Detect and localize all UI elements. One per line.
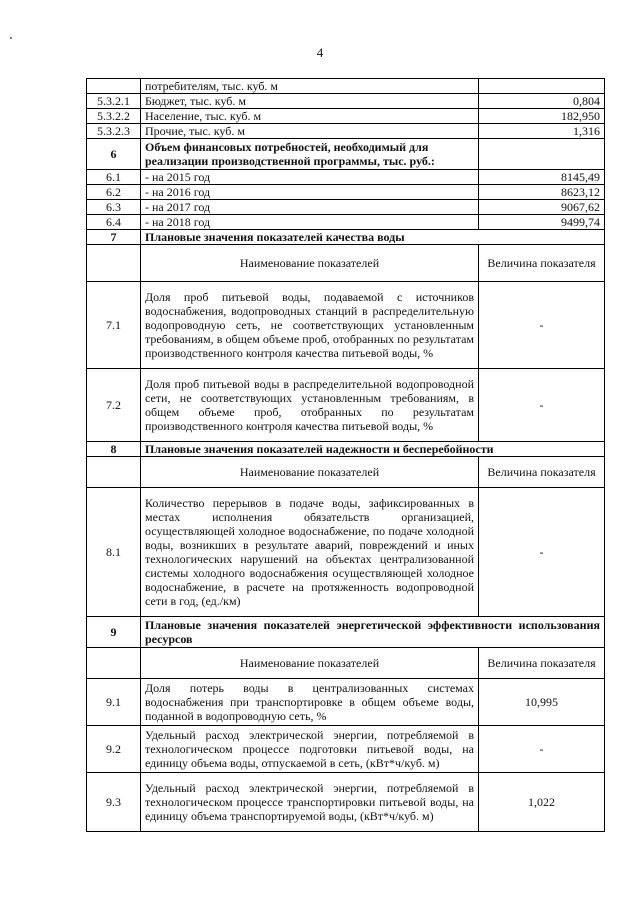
row-number: 7.1 bbox=[87, 282, 141, 369]
table-row bbox=[87, 124, 605, 139]
row-text: - на 2015 год bbox=[141, 170, 479, 185]
table-row bbox=[87, 185, 605, 200]
table-row bbox=[87, 94, 605, 109]
section-title: Плановые значения показателей надежности и бесперебойности bbox=[141, 442, 605, 457]
section-number: 7 bbox=[87, 230, 141, 245]
section-row bbox=[87, 139, 605, 170]
table-row bbox=[87, 488, 605, 617]
row-text: Бюджет, тыс. куб. м bbox=[141, 94, 479, 109]
row-number: 9.3 bbox=[87, 773, 141, 832]
row-number: 5.3.2.1 bbox=[87, 94, 141, 109]
section-number: 8 bbox=[87, 442, 141, 457]
name-column-header: Наименование показателей bbox=[141, 457, 479, 488]
name-column-header: Наименование показателей bbox=[141, 648, 479, 679]
row-number: 6.4 bbox=[87, 215, 141, 230]
section-title: Плановые значения показателей качества воды bbox=[141, 230, 605, 245]
table-row bbox=[87, 282, 605, 369]
value-column-header: Величина показателя bbox=[479, 648, 605, 679]
section-title: Объем финансовых потребностей, необходимый для реализации производственной программы, тыс. руб.: bbox=[141, 139, 479, 170]
row-text: Доля проб питьевой воды в распределительной водопроводной сети, не соответствующих установленным требованиям, в общем объеме проб, отобранных по результатам производственного контроля качества питьевой воды, % bbox=[141, 369, 479, 442]
row-value: - bbox=[479, 488, 605, 617]
row-number: 8.1 bbox=[87, 488, 141, 617]
row-value: 1,022 bbox=[479, 773, 605, 832]
table-row bbox=[87, 170, 605, 185]
row-number: 6.1 bbox=[87, 170, 141, 185]
row-number: 9.2 bbox=[87, 726, 141, 773]
row-value: 8623,12 bbox=[479, 185, 605, 200]
row-text: Количество перерывов в подаче воды, зафиксированных в местах исполнения обязательств организацией, осуществляющей холодное водоснабжение, по подаче холодной воды, возникших в результате аварий, повреждений и иных технологических нарушений на объектах централизованной системы холодного водоснабжения осуществляющей холодное водоснабжение, в расчете на протяженность водопроводной сети в год, (ед./км) bbox=[141, 488, 479, 617]
scan-speck bbox=[10, 37, 12, 39]
row-text: - на 2016 год bbox=[141, 185, 479, 200]
row-value bbox=[479, 79, 605, 94]
table-row bbox=[87, 215, 605, 230]
section-row bbox=[87, 617, 605, 648]
row-text: потребителям, тыс. куб. м bbox=[141, 79, 479, 94]
row-text: Доля проб питьевой воды, подаваемой с источников водоснабжения, водопроводных станций в распределительную водопроводную сеть, не соответствующих установленным требованиям, в общем объеме проб, отобранных по результатам производственного контроля качества питьевой воды, % bbox=[141, 282, 479, 369]
row-value: - bbox=[479, 726, 605, 773]
section-number: 6 bbox=[87, 139, 141, 170]
row-value: 9067,62 bbox=[479, 200, 605, 215]
section-title: Плановые значения показателей энергетической эффективности использования ресурсов bbox=[141, 617, 605, 648]
row-text: - на 2017 год bbox=[141, 200, 479, 215]
row-number: 5.3.2.2 bbox=[87, 109, 141, 124]
row-value: 9499,74 bbox=[479, 215, 605, 230]
row-number bbox=[87, 79, 141, 94]
table-row bbox=[87, 369, 605, 442]
row-text: Удельный расход электрической энергии, потребляемой в технологическом процессе подготовки питьевой воды, на единицу объема воды, отпускаемой в сеть, (кВт*ч/куб. м) bbox=[141, 726, 479, 773]
column-header-row bbox=[87, 457, 605, 488]
row-text: Население, тыс. куб. м bbox=[141, 109, 479, 124]
row-text: Удельный расход электрической энергии, потребляемой в технологическом процессе транспортировки питьевой воды, на единицу объема транспортируемой воды, (кВт*ч/куб. м) bbox=[141, 773, 479, 832]
row-number: 6.2 bbox=[87, 185, 141, 200]
row-number: 7.2 bbox=[87, 369, 141, 442]
value-column-header: Величина показателя bbox=[479, 457, 605, 488]
table-row bbox=[87, 79, 605, 94]
page-number: 4 bbox=[316, 45, 324, 60]
row-number: 9.1 bbox=[87, 679, 141, 726]
indicators-table bbox=[86, 78, 605, 832]
column-header-row bbox=[87, 648, 605, 679]
row-value: - bbox=[479, 369, 605, 442]
section-row bbox=[87, 442, 605, 457]
name-column-header: Наименование показателей bbox=[141, 245, 479, 282]
row-value: 182,950 bbox=[479, 109, 605, 124]
column-header-row bbox=[87, 245, 605, 282]
table-row bbox=[87, 200, 605, 215]
value-column-header: Величина показателя bbox=[479, 245, 605, 282]
row-text: - на 2018 год bbox=[141, 215, 479, 230]
row-number: 5.3.2.3 bbox=[87, 124, 141, 139]
row-value: - bbox=[479, 282, 605, 369]
row-text: Доля потерь воды в централизованных системах водоснабжения при транспортировке в общем объеме воды, поданной в водопроводную сеть, % bbox=[141, 679, 479, 726]
row-value: 10,995 bbox=[479, 679, 605, 726]
row-value: 0,804 bbox=[479, 94, 605, 109]
row-number: 6.3 bbox=[87, 200, 141, 215]
section-number: 9 bbox=[87, 617, 141, 648]
row-value: 1,316 bbox=[479, 124, 605, 139]
section-row bbox=[87, 230, 605, 245]
row-value: 8145,49 bbox=[479, 170, 605, 185]
row-text: Прочие, тыс. куб. м bbox=[141, 124, 479, 139]
table-row bbox=[87, 679, 605, 726]
table-row bbox=[87, 109, 605, 124]
row-value bbox=[479, 139, 605, 170]
table-row bbox=[87, 726, 605, 773]
table-row bbox=[87, 773, 605, 832]
